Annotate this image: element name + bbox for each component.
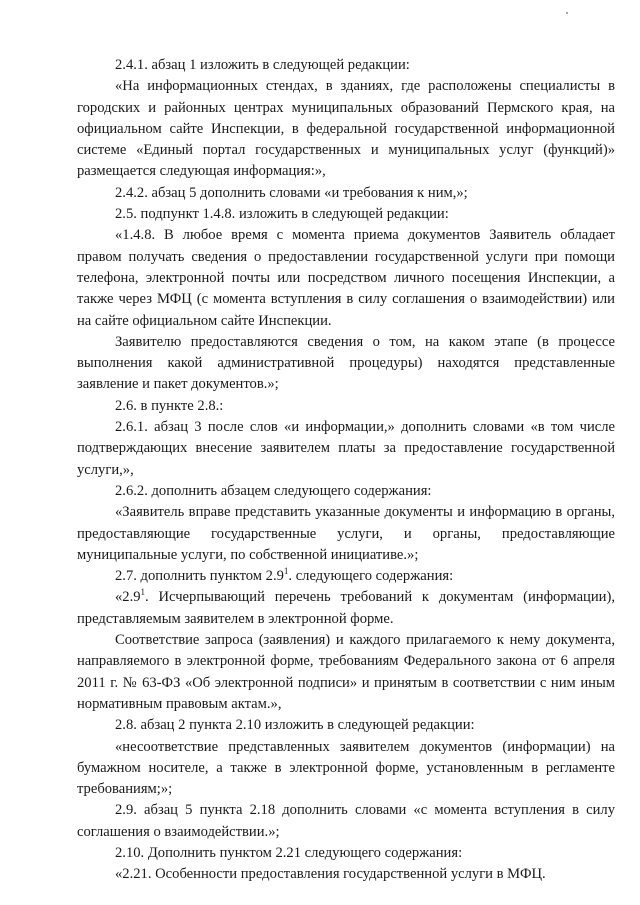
paragraph-applicant-right: «Заявитель вправе представить указанные документы и информацию в органы, предоставляющие государственные услуги, и органы, предоставляющие муниципальные услуги, по собственной инициативе.»; xyxy=(77,504,615,563)
paragraph-compliance: Соответствие запроса (заявления) и каждого прилагаемого к нему документа, направляемого в электронной форме, требованиям Федерального закона от 6 апреля 2011 г. № 63-ФЗ «Об электронной подписи» и принятым в соответствии с ним иным нормативным правовым актам.», xyxy=(77,632,615,712)
paragraph-2-7-before: 2.7. дополнить пунктом 2.9 xyxy=(115,568,284,585)
paragraph-2-5: 2.5. подпункт 1.4.8. изложить в следующей редакции: xyxy=(115,206,449,223)
paragraph-2-9: 2.9. абзац 5 пункта 2.18 дополнить словами «с момента вступления в силу соглашения о взаимодействии.»; xyxy=(77,802,615,840)
scan-speck xyxy=(566,12,568,14)
paragraph-1-4-8: «1.4.8. В любое время с момента приема документов Заявитель обладает правом получать сведения о предоставлении государственной услуги при помощи телефона, электронной почты или посредством личного посещения Инспекции, а также через МФЦ (с момента вступления в силу соглашения о взаимодействии) или на сайте официальном сайте Инспекции. xyxy=(77,227,615,329)
paragraph-2-6-1: 2.6.1. абзац 3 после слов «и информации,» дополнить словами «в том числе подтверждающих внесение заявителем платы за предоставление государственной услуги,», xyxy=(77,419,615,478)
paragraph-info-stands: «На информационных стендах, в зданиях, где расположены специалисты в городских и районных центрах муниципальных образований Пермского края, на официальном сайте Инспекции, в федеральной государственной информационной системе «Единый портал государственных и муниципальных услуг (функций)» размещается следующая информация:», xyxy=(77,78,615,180)
superscript-one: 1 xyxy=(283,566,289,577)
paragraph-nonconformity: «несоответствие представленных заявителем документов (информации) на бумажном носителе, а также в электронной форме, установленным в регламенте требованиям;»; xyxy=(77,738,615,798)
paragraph-2-8: 2.8. абзац 2 пункта 2.10 изложить в следующей редакции: xyxy=(115,717,475,734)
paragraph-2-4-1: 2.4.1. абзац 1 изложить в следующей редакции: xyxy=(115,57,410,73)
paragraph-2-6-2: 2.6.2. дополнить абзацем следующего содержания: xyxy=(115,482,432,499)
paragraph-2-9-1 xyxy=(77,587,615,630)
paragraph-2-9-1-before: «2.9 xyxy=(115,589,141,606)
paragraph-2-9-1-after: . Исчерпывающий перечень требований к документам (информации), представляемым заявителем в электронной форме. xyxy=(77,589,615,627)
paragraph-2-7 xyxy=(77,566,615,587)
paragraph-2-10: 2.10. Дополнить пунктом 2.21 следующего содержания: xyxy=(115,844,463,861)
superscript-one: 1 xyxy=(140,587,146,598)
paragraph-2-4-2: 2.4.2. абзац 5 дополнить словами «и требования к ним,»; xyxy=(115,184,468,201)
paragraph-applicant-info: Заявителю предоставляются сведения о том, на каком этапе (в процессе выполнения какой административной процедуры) находятся представленные заявление и пакет документов.»; xyxy=(77,333,615,393)
paragraph-2-7-after: . следующего содержания: xyxy=(288,568,454,585)
paragraph-2-6: 2.6. в пункте 2.8.: xyxy=(115,397,224,414)
document-page xyxy=(77,55,615,886)
paragraph-2-21: «2.21. Особенности предоставления государственной услуги в МФЦ. xyxy=(115,866,546,883)
